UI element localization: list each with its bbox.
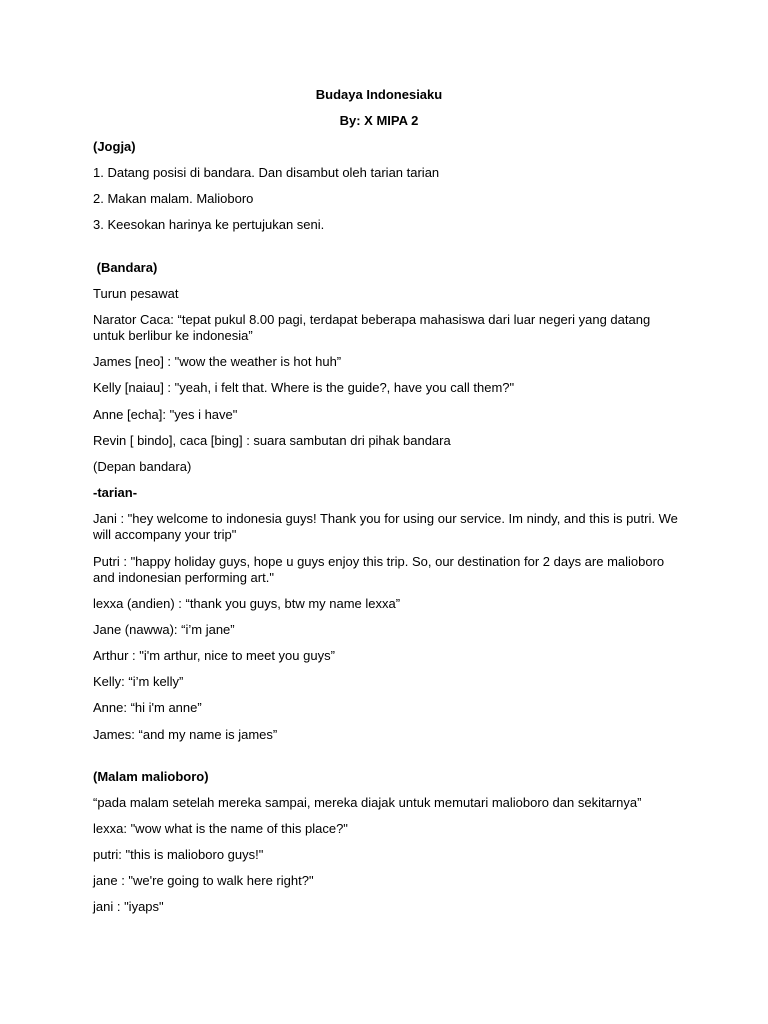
script-line: Anne [echa]: "yes i have": [93, 406, 238, 422]
script-line: lexxa (andien) : “thank you guys, btw my name lexxa”: [93, 596, 401, 612]
script-line: Putri : "happy holiday guys, hope u guys enjoy this trip. So, our destination for 2 days are malioboro and indonesian performing art.": [93, 553, 665, 585]
script-line: Kelly [naiau] : "yeah, i felt that. Where is the guide?, have you call them?": [93, 380, 515, 396]
script-line: Jane (nawwa): “i’m jane”: [93, 622, 235, 638]
document-title: Budaya Indonesiaku: [315, 87, 443, 102]
script-line: Turun pesawat: [93, 285, 179, 301]
script-line: James: “and my name is james”: [93, 726, 278, 742]
blank-line: [93, 244, 683, 260]
section-heading-malam: (Malam malioboro): [93, 768, 209, 784]
script-line: Kelly: “i’m kelly”: [93, 674, 184, 690]
script-line: Narator Caca: “tepat pukul 8.00 pagi, terdapat beberapa mahasiswa dari luar negeri yang datang untuk berlibur ke indonesia”: [93, 311, 651, 344]
script-line: James [neo] : "wow the weather is hot huh”: [93, 354, 342, 370]
section-heading-tarian: -tarian-: [93, 484, 138, 500]
script-line: lexxa: "wow what is the name of this place?": [93, 820, 348, 836]
section-heading-jogja: (Jogja): [93, 139, 136, 155]
script-line: (Depan bandara): [93, 458, 192, 474]
section-heading-bandara: (Bandara): [93, 259, 158, 275]
document-byline: By: X MIPA 2: [339, 113, 419, 129]
script-line: putri: "this is malioboro guys!": [93, 846, 264, 862]
plan-item: 2. Makan malam. Malioboro: [93, 191, 254, 207]
script-line: jani : "iyaps": [93, 899, 164, 915]
script-line: Arthur : "i'm arthur, nice to meet you guys”: [93, 648, 335, 664]
script-line: Revin [ bindo], caca [bing] : suara sambutan dri pihak bandara: [93, 432, 451, 448]
blank-line: [93, 753, 683, 769]
document-body: [93, 87, 683, 925]
script-line: “pada malam setelah mereka sampai, mereka diajak untuk memutari malioboro dan sekitarnya”: [93, 794, 642, 810]
script-line: Anne: “hi i'm anne”: [93, 700, 202, 716]
script-line: Jani : "hey welcome to indonesia guys! Thank you for using our service. Im nindy, and this is putri. We will accompany your trip": [93, 510, 678, 543]
script-line: jane : "we're going to walk here right?": [93, 873, 314, 889]
plan-item: 1. Datang posisi di bandara. Dan disambut oleh tarian tarian: [93, 165, 440, 181]
plan-item: 3. Keesokan harinya ke pertujukan seni.: [93, 217, 325, 233]
